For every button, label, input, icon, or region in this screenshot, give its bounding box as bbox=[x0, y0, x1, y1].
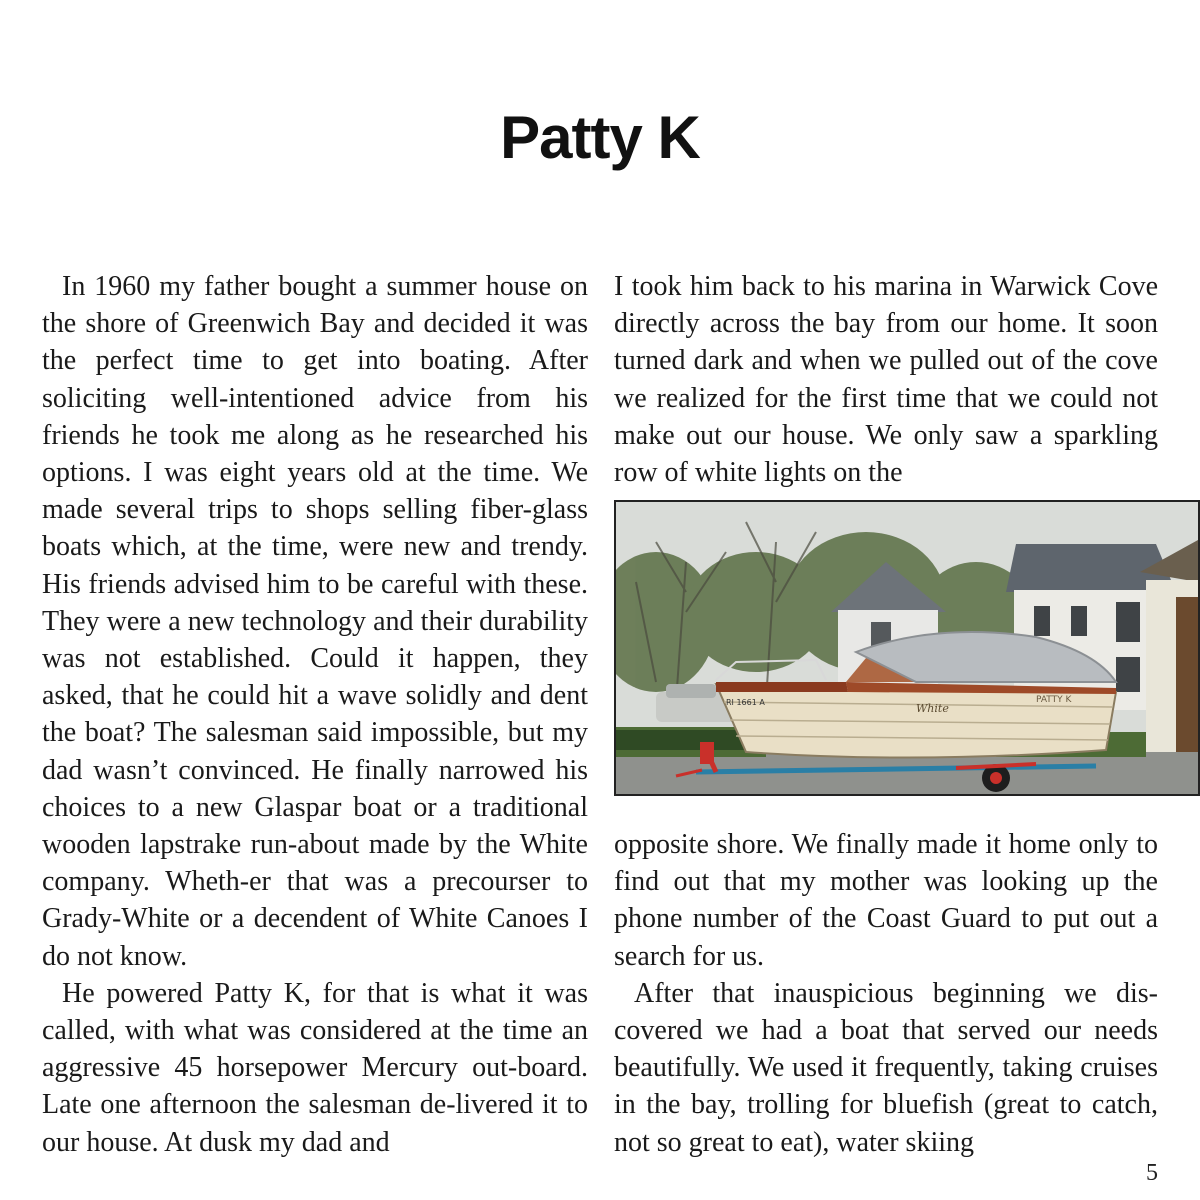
paragraph: He powered Patty K, for that is what it was called, with what was considered at the time an aggressive 45 horsepower Mercury out-board. Late one afternoon the salesman de-livered it to our house. At dusk my dad and bbox=[42, 977, 588, 1158]
boat-name-label: PATTY K bbox=[1036, 695, 1072, 705]
boat-photo bbox=[614, 500, 1200, 796]
boat-hull-script: White bbox=[916, 702, 949, 715]
paragraph: After that inauspicious beginning we dis-covered we had a boat that served our needs beautifully. We used it frequently, taking cruises in the bay, trolling for bluefish (great to catch, not so great to eat), water skiing bbox=[614, 977, 1158, 1158]
paragraph: In 1960 my father bought a summer house on the shore of Greenwich Bay and decided it was the perfect time to get into boating. After soliciting well-intentioned advice from his friends he took me along as he researched his options. I was eight years old at the time. We made several trips to shops selling fiber-glass boats which, at the time, were new and trendy. His friends advised him to be careful with these. They were a new technology and their durability was not established. Could it happen, they asked, that he could hit a wave solidly and dent the boat? The salesman said impossible, but my dad wasn’t convinced. He finally narrowed his choices to a new Glaspar boat or a traditional wooden lapstrake run-about made by the White company. Wheth-er that was a precourser to Grady-White or a decendent of White Canoes I do not know. bbox=[42, 271, 588, 972]
boat-registration: RI 1661 A bbox=[726, 698, 765, 707]
right-column-top bbox=[614, 268, 1158, 491]
paragraph-continued: I took him back to his marina in Warwick Cove directly across the bay from our home. It soon turned dark and when we pulled out of the cove we realized for the first time that we could not make out our house. We only saw a sparkling row of white lights on the bbox=[614, 271, 1158, 489]
page-number: 5 bbox=[1146, 1160, 1158, 1186]
paragraph: opposite shore. We finally made it home only to find out that my mother was looking up the phone number of the Coast Guard to put out a search for us. bbox=[614, 829, 1158, 972]
right-column-bottom bbox=[614, 826, 1158, 1161]
left-column bbox=[42, 268, 588, 1161]
page-title: Patty K bbox=[500, 104, 700, 171]
